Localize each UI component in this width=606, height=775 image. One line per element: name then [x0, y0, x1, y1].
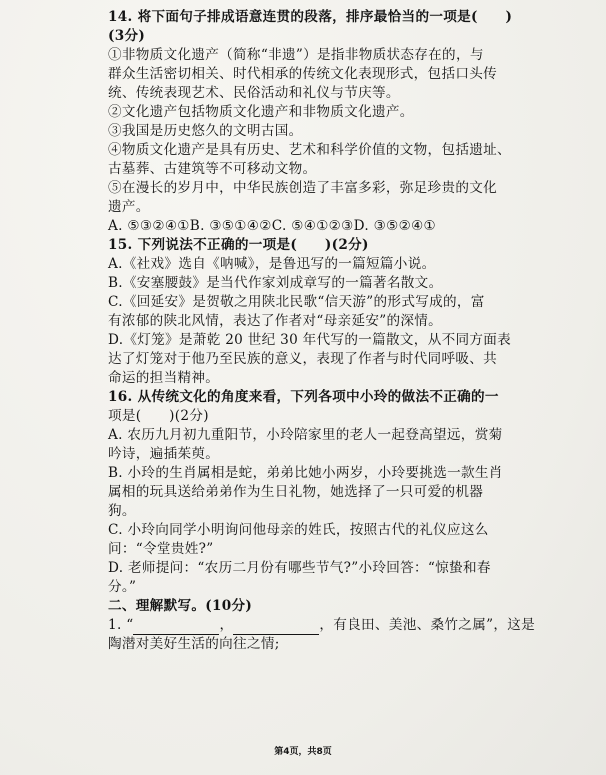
answer-blank-1[interactable]: [133, 620, 219, 635]
q14-options: A. ⑤③②④①B. ③⑤①④②C. ⑤④①②③D. ③⑤②④①: [108, 218, 437, 234]
page-content: [108, 8, 548, 654]
q16-heading: 16. 从传统文化的角度来看，下列各项中小玲的做法不正确的一: [108, 389, 499, 405]
fill-in-question-1: [108, 616, 548, 635]
q16-option-c: C. 小玲向同学小明询问他母亲的姓氏，按照古代的礼仪应这么: [108, 522, 489, 538]
q15-option-a: A.《社戏》选自《呐喊》，是鲁迅写的一篇短篇小说。: [108, 256, 436, 272]
q15-option-d: D.《灯笼》是萧乾 20 世纪 30 年代写的一篇散文，从不同方面表: [108, 332, 512, 348]
q14-sentence-2: ②文化遗产包括物质文化遗产和非物质文化遗产。: [108, 104, 414, 120]
q16-option-b-cont: 属相的玩具送给弟弟作为生日礼物，她选择了一只可爱的机器: [108, 484, 484, 500]
q14-sentence-4: ④物质文化遗产是具有历史、艺术和科学价值的文物，包括遗址、: [108, 142, 511, 158]
q14-sentence-1-cont: 群众生活密切相关、时代相承的传统文化表现形式，包括口头传: [108, 66, 498, 82]
q16-option-d: D. 老师提问：“农历二月份有哪些节气?”小玲回答：“惊蛰和春: [108, 560, 491, 576]
q16-option-c-cont: 问：“令堂贵姓?”: [108, 541, 214, 557]
q14-heading: 14. 将下面句子排成语意连贯的段落，排序最恰当的一项是( ): [108, 9, 513, 25]
page-footer: 第4页，共8页: [274, 747, 332, 757]
q14-sentence-1: ①非物质文化遗产（简称“非遗”）是指非物质状态存在的，与: [108, 47, 484, 63]
section-2-title: 二、理解默写。(10分): [108, 598, 253, 614]
q14-sentence-3: ③我国是历史悠久的文明古国。: [108, 123, 303, 139]
q1-suffix: ，有良田、美池、桑竹之属”，这是: [319, 617, 536, 633]
q15-option-d-cont: 命运的担当精神。: [108, 370, 220, 386]
q15-heading: 15. 下列说法不正确的一项是( )(2分): [108, 237, 369, 253]
q14-sentence-4-cont: 古墓葬、古建筑等不可移动文物。: [108, 161, 317, 177]
q15-option-b: B.《安塞腰鼓》是当代作家刘成章写的一篇著名散文。: [108, 275, 443, 291]
q14-sentence-5: ⑤在漫长的岁月中，中华民族创造了丰富多彩，弥足珍贵的文化: [108, 180, 498, 196]
q16-option-b: B. 小玲的生肖属相是蛇，弟弟比她小两岁，小玲要挑选一款生肖: [108, 465, 503, 481]
q1-prefix: 1. “: [108, 617, 134, 633]
q14-sentence-1-cont: 统、传统表现艺术、民俗活动和礼仪与节庆等。: [108, 85, 400, 101]
answer-blank-2[interactable]: [233, 620, 319, 635]
q14-sentence-5-cont: 遗产。: [108, 199, 150, 215]
q15-option-d-cont: 达了灯笼对于他乃至民族的意义，表现了作者与时代同呼吸、共: [108, 351, 498, 367]
q1-separator: ，: [219, 617, 234, 633]
q15-option-c-cont: 有浓郁的陕北风情，表达了作者对“母亲延安”的深情。: [108, 313, 443, 329]
q16-option-b-cont: 狗。: [108, 503, 136, 519]
fill-in-question-1-cont: 陶潜对美好生活的向往之情;: [108, 636, 280, 652]
q16-option-a-cont: 吟诗，遍插茱萸。: [108, 446, 220, 462]
q14-score: (3分): [108, 28, 146, 44]
q15-option-c: C.《回延安》是贺敬之用陕北民歌“信天游”的形式写成的，富: [108, 294, 485, 310]
q16-option-a: A. 农历九月初九重阳节，小玲陪家里的老人一起登高望远，赏菊: [108, 427, 503, 443]
q16-heading-cont: 项是( )(2分): [108, 408, 209, 424]
q16-option-d-cont: 分。”: [108, 579, 137, 595]
